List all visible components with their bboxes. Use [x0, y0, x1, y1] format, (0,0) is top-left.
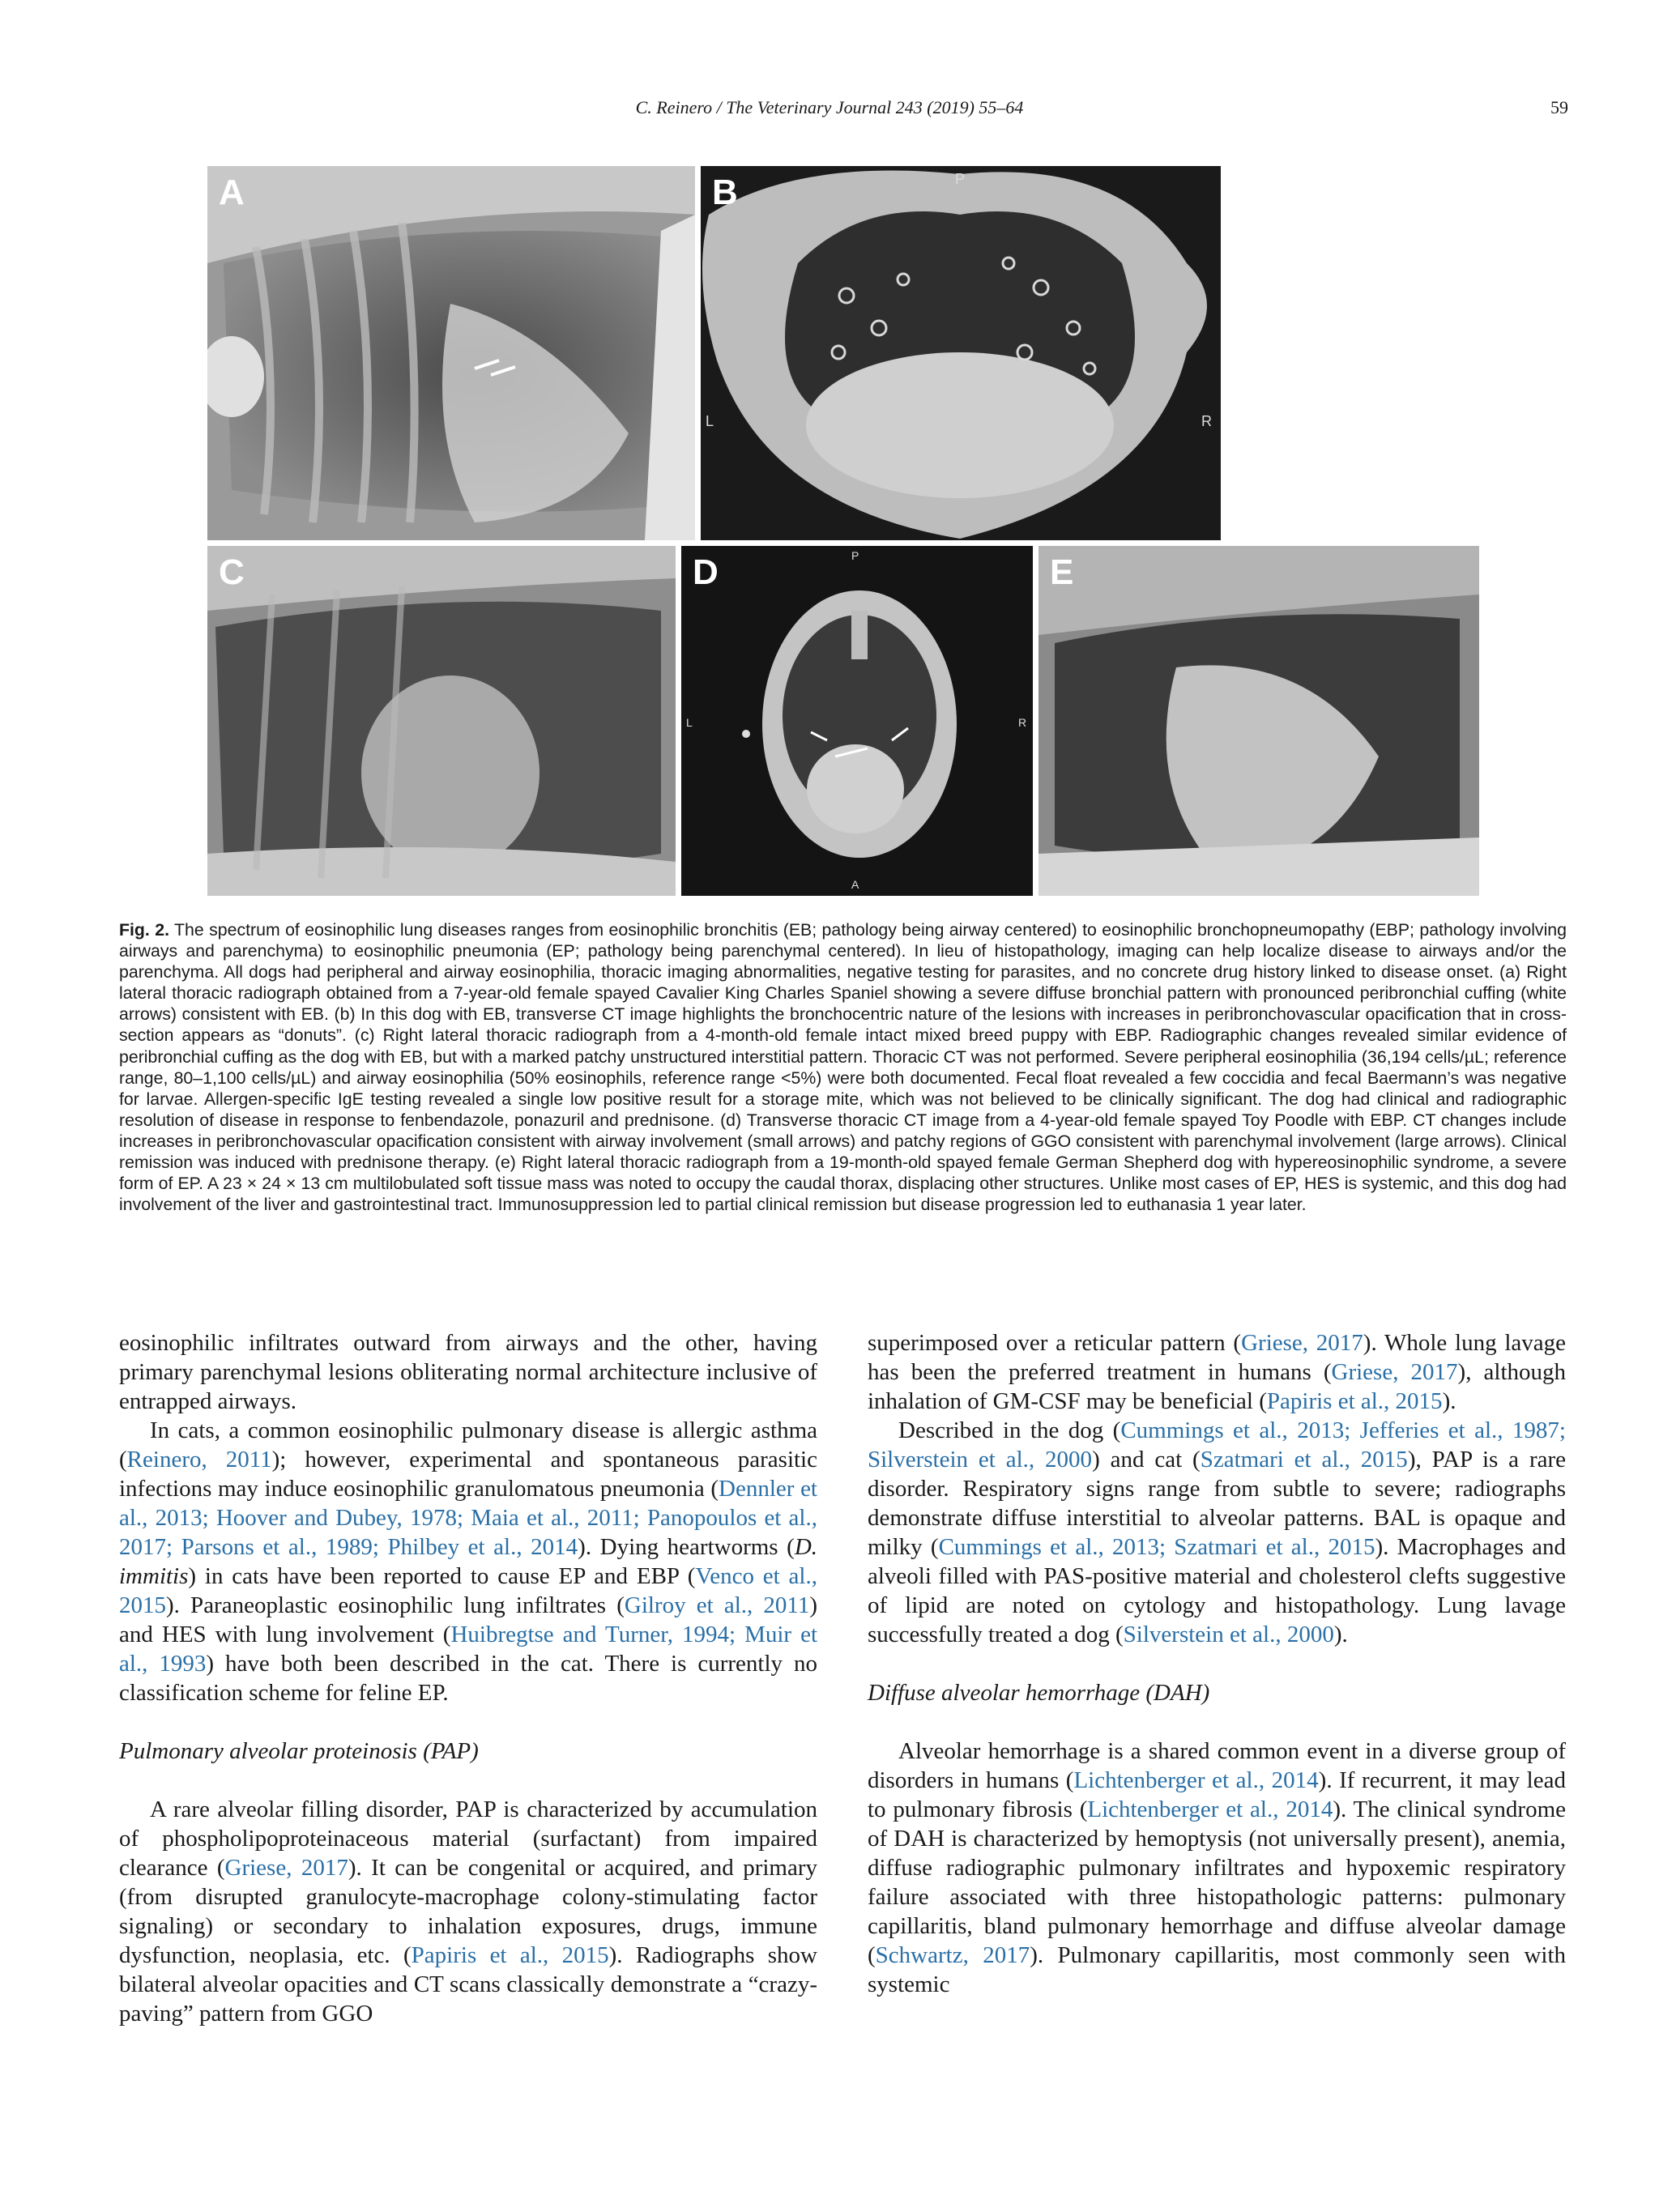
page-header — [0, 97, 1659, 123]
citation-link[interactable]: Griese, 2017 — [1241, 1330, 1363, 1356]
figure-panel-b — [701, 166, 1221, 540]
citation-link[interactable]: Silverstein et al., 2000 — [1123, 1622, 1334, 1647]
citation-link[interactable]: Papiris et al., 2015 — [411, 1942, 609, 1968]
panel-label-b: B — [712, 173, 738, 212]
panel-label-e: E — [1050, 552, 1074, 592]
citation-link[interactable]: Gilroy et al., 2011 — [624, 1592, 810, 1618]
citation-link[interactable]: Szatmari et al., 2015 — [1200, 1447, 1408, 1473]
panel-label-c: C — [219, 552, 245, 592]
paragraph: Described in the dog (Cummings et al., 2013; Jefferies et al., 1987; Silverstein et al., 2000) and cat (Szatmari et al., 2015), PAP is a rare disorder. Respiratory signs range from subtle to severe; radiographs demonstrate diffuse interstitial to alveolar patterns. BAL is opaque and milky (Cummings et al., 2013; Szatmari et al., 2015). Macrophages and alveoli filled with PAS-positive material and cholesterol clefts suggestive of lipid are noted on cytology and histopathology. Lung lavage successfully treated a dog (Silverstein et al., 2000). — [868, 1417, 1566, 1647]
ct-marker-bottom: A — [851, 878, 859, 891]
ct-d-image — [681, 546, 1033, 896]
citation-link[interactable]: Schwartz, 2017 — [875, 1942, 1030, 1968]
paragraph: eosinophilic infiltrates outward from airways and the other, having primary parenchymal lesions obliterating normal architecture inclusive of entrapped airways. — [119, 1330, 817, 1414]
radiograph-a-image — [207, 166, 695, 540]
caption-label: Fig. 2. — [119, 920, 170, 940]
citation-link[interactable]: Huibregtse and Turner, 1994; Muir et al., 1993 — [119, 1622, 818, 1677]
citation-link[interactable]: Lichtenberger et al., 2014 — [1073, 1767, 1319, 1793]
citation-link[interactable]: Cummings et al., 2013; Jefferies et al., 1987; Silverstein et al., 2000 — [868, 1417, 1566, 1473]
figure-panel-e — [1038, 546, 1479, 896]
radiograph-c-image — [207, 546, 676, 896]
ct-marker-right: R — [1201, 413, 1212, 429]
paragraph: superimposed over a reticular pattern (Griese, 2017). Whole lung lavage has been the preferred treatment in humans (Griese, 2017), although inhalation of GM-CSF may be beneficial (Papiris et al., 2015). — [868, 1330, 1567, 1414]
left-column — [119, 1328, 817, 2028]
section-heading: Pulmonary alveolar proteinosis (PAP) — [119, 1738, 479, 1764]
ct-marker-top: P — [955, 171, 966, 187]
figure-panel-c — [207, 546, 676, 896]
ct-marker-left: L — [686, 716, 693, 729]
citation-link[interactable]: Griese, 2017 — [1331, 1359, 1458, 1385]
paragraph: Alveolar hemorrhage is a shared common event in a diverse group of disorders in humans (Lichtenberger et al., 2014). If recurrent, it may lead to pulmonary fibrosis (Lichtenberger et al., 2014). The clinical syndrome of DAH is characterized by hemoptysis (not universally present), anemia, diffuse radiographic pulmonary infiltrates and hypoxemic respiratory failure associated with three histopathologic patterns: pulmonary capillaritis, bland pulmonary hemorrhage and diffuse alveolar damage (Schwartz, 2017). Pulmonary capillaritis, most commonly seen with systemic — [868, 1738, 1567, 1997]
ct-b-image — [701, 166, 1221, 540]
ct-marker-top: P — [851, 549, 859, 562]
section-heading: Diffuse alveolar hemorrhage (DAH) — [868, 1680, 1210, 1706]
radiograph-e-image — [1038, 546, 1479, 896]
citation-link[interactable]: Griese, 2017 — [224, 1855, 348, 1881]
paragraph: In cats, a common eosinophilic pulmonary disease is allergic asthma (Reinero, 2011); however, experimental and spontaneous parasitic infections may induce eosinophilic granulomatous pneumonia (Dennler et al., 2013; Hoover and Dubey, 1978; Maia et al., 2011; Panopoulos et al., 2017; Parsons et al., 1989; Philbey et al., 2014). Dying heartworms (D. immitis) in cats have been reported to cause EP and EBP (Venco et al., 2015). Paraneoplastic eosinophilic lung infiltrates (Gilroy et al., 2011) and HES with lung involvement (Huibregtse and Turner, 1994; Muir et al., 1993) have both been described in the cat. There is currently no classification scheme for feline EP. — [119, 1417, 818, 1706]
page-number: 59 — [1550, 97, 1568, 117]
citation-link[interactable]: Lichtenberger et al., 2014 — [1087, 1796, 1333, 1822]
panel-label-d: D — [693, 552, 719, 592]
figure-panel-a — [207, 166, 695, 540]
citation-link[interactable]: Dennler et al., 2013; Hoover and Dubey, 1978; Maia et al., 2011; Panopoulos et al., 2017; Parsons et al., 1989; Philbey et al., 2014 — [119, 1476, 817, 1560]
panel-label-a: A — [219, 173, 245, 212]
citation-link[interactable]: Cummings et al., 2013; Szatmari et al., 2015 — [938, 1534, 1375, 1560]
figure-panel-d — [681, 546, 1033, 896]
figure-caption — [119, 919, 1567, 1215]
citation-link[interactable]: Papiris et al., 2015 — [1266, 1388, 1443, 1414]
citation-link[interactable]: Reinero, 2011 — [126, 1447, 272, 1473]
right-column — [868, 1328, 1566, 1999]
caption-text: The spectrum of eosinophilic lung diseases ranges from eosinophilic bronchitis (EB; pathology being airway centered) to eosinophilic bronchopneumopathy (EBP; pathology involving airways and parenchyma) to eosinophilic pneumonia (EP; pathology being parenchymal centered). In lieu of histopathology, imaging can help localize disease to airways and/or the parenchyma. All dogs had peripheral and airway eosinophilia, thoracic imaging abnormalities, negative testing for parasites, and no concrete drug history linked to disease onset. (a) Right lateral thoracic radiograph obtained from a 7-year-old female spayed Cavalier King Charles Spaniel showing a severe diffuse bronchial pattern with pronounced peribronchial cuffing (white arrows) consistent with EB. (b) In this dog with EB, transverse CT image highlights the bronchocentric nature of the lesions with increases in peribronchovascular opacification that in cross-section appears as “donuts”. (c) Right lateral thoracic radiograph from a 4-month-old female intact mixed breed puppy with EBP. Radiographic changes revealed similar evidence of peribronchial cuffing as the dog with EB, but with a marked patchy unstructured interstitial pattern. Thoracic CT was not performed. Severe peripheral eosinophilia (36,194 cells/µL; reference range, 80–1,100 cells/µL) and airway eosinophilia (50% eosinophils, reference range <5%) were both documented. Fecal float revealed a few coccidia and fecal Baermann’s was negative for larvae. Allergen-specific IgE testing revealed a single low positive result for a storage mite, which was not believed to be clinically significant. The dog had clinical and radiographic resolution of disease in response to fenbendazole, ponazuril and prednisone. (d) Transverse thoracic CT image from a 4-year-old female spayed Toy Poodle with EBP. CT changes include increases in peribronchovascular opacification consistent with airway involvement (small arrows) and patchy regions of GGO consistent with parenchymal involvement (large arrows). Clinical remission was induced with prednisone therapy. (e) Right lateral thoracic radiograph from a 19-month-old spayed female German Shepherd dog with hypereosinophilic syndrome, a severe form of EP. A 23 × 24 × 13 cm multilobulated soft tissue mass was noted to occupy the caudal thorax, displacing other structures. Unlike most cases of EP, HES is systemic, and this dog had involvement of the liver and gastrointestinal tract. Immunosuppression led to partial clinical remission but disease progression led to euthanasia 1 year later. — [119, 920, 1567, 1215]
ct-marker-right: R — [1018, 716, 1027, 729]
paragraph: A rare alveolar filling disorder, PAP is characterized by accumulation of phospholipoproteinaceous material (surfactant) from impaired clearance (Griese, 2017). It can be congenital or acquired, and primary (from disrupted granulocyte-macrophage colony-stimulating factor signaling) or secondary to inhalation exposures, drugs, immune dysfunction, neoplasia, etc. (Papiris et al., 2015). Radiographs show bilateral alveolar opacities and CT scans classically demonstrate a “crazy-paving” pattern from GGO — [119, 1796, 818, 2027]
ct-marker-left: L — [706, 413, 714, 429]
running-head: C. Reinero / The Veterinary Journal 243 (2019) 55–64 — [635, 97, 1024, 117]
citation-link[interactable]: Venco et al., 2015 — [119, 1563, 817, 1618]
